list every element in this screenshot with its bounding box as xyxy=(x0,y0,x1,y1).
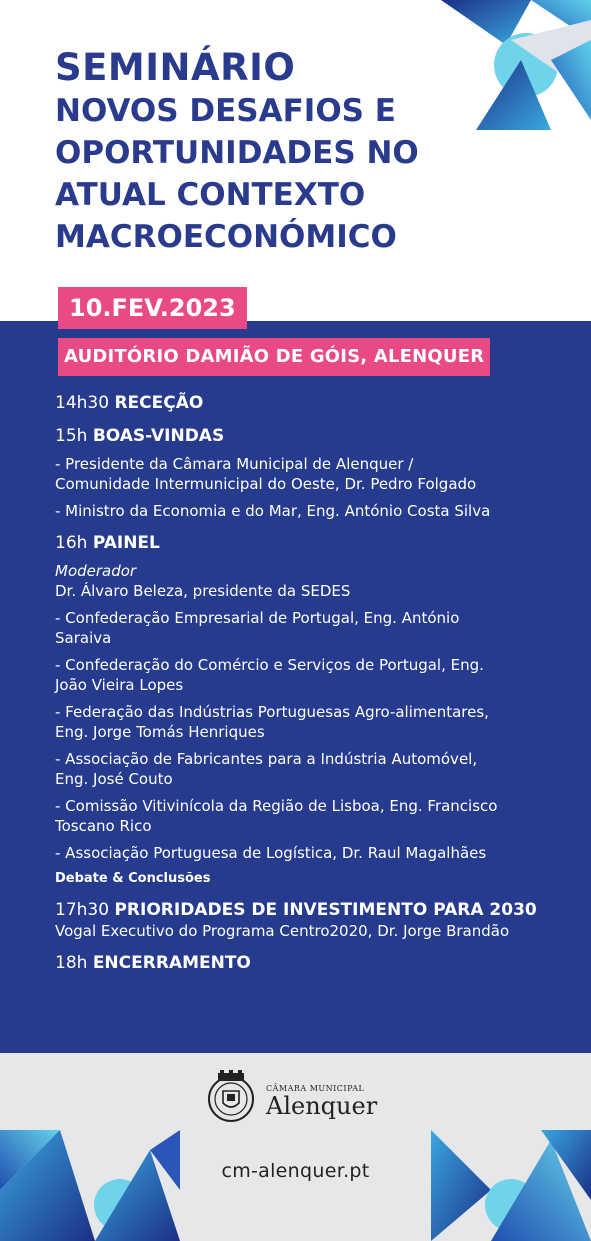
subtitle-line-4: MACROECONÓMICO xyxy=(55,219,397,255)
logo-caption: CÂMARA MUNICIPAL xyxy=(266,1084,365,1093)
slot-closing xyxy=(55,952,575,974)
list-item xyxy=(55,749,575,789)
list-item xyxy=(55,796,575,836)
list-item xyxy=(55,843,575,863)
list-item xyxy=(55,608,575,648)
logo-name: Alenquer xyxy=(266,1092,378,1120)
slot-reception xyxy=(55,392,575,414)
agenda-list xyxy=(55,392,575,974)
list-item xyxy=(55,702,575,742)
debate-label: Debate & Conclusões xyxy=(55,871,211,886)
list-item-line: - Federação das Indústrias Portuguesas Agro-alimentares, xyxy=(55,703,489,721)
slot-label: ENCERRAMENTO xyxy=(92,953,251,973)
subtitle-line-1: NOVOS DESAFIOS E xyxy=(55,93,396,129)
slot-label: RECEÇÃO xyxy=(114,393,204,413)
poster-header xyxy=(0,0,591,322)
decorative-geometric-graphic xyxy=(0,1130,180,1241)
venue-badge: AUDITÓRIO DAMIÃO DE GÓIS, ALENQUER xyxy=(58,338,490,376)
list-item-line: - Confederação Empresarial de Portugal, Eng. António xyxy=(55,609,460,627)
list-item xyxy=(55,655,575,695)
subtitle-line-3: ATUAL CONTEXTO xyxy=(55,177,366,213)
slot-time: 14h30 xyxy=(55,393,110,413)
list-item-line: João Vieira Lopes xyxy=(55,676,184,694)
municipality-logo xyxy=(204,1069,389,1129)
list-item-line: Eng. Jorge Tomás Henriques xyxy=(55,723,265,741)
list-item-line: - Associação Portuguesa de Logística, Dr. Raul Magalhães xyxy=(55,844,487,862)
list-item-line: - Confederação do Comércio e Serviços de Portugal, Eng. xyxy=(55,656,484,674)
list-item-line: Toscano Rico xyxy=(55,817,152,835)
moderator-name: Dr. Álvaro Beleza, presidente da SEDES xyxy=(55,582,351,600)
list-item-line: - Comissão Vitivinícola da Região de Lisboa, Eng. Francisco xyxy=(55,797,498,815)
list-item-line: Eng. José Couto xyxy=(55,770,173,788)
list-item xyxy=(55,501,575,521)
list-item-line: - Associação de Fabricantes para a Indústria Automóvel, xyxy=(55,750,478,768)
slot-label: BOAS-VINDAS xyxy=(92,426,225,446)
website-url: cm-alenquer.pt xyxy=(221,1160,370,1182)
list-item-line: Comunidade Intermunicipal do Oeste, Dr. Pedro Folgado xyxy=(55,475,477,493)
date-badge: 10.FEV.2023 xyxy=(58,287,247,329)
slot-time: 16h xyxy=(55,533,88,553)
slot-panel xyxy=(55,532,575,554)
slot-time: 18h xyxy=(55,953,88,973)
coat-of-arms-icon xyxy=(204,1069,258,1125)
slot-welcome xyxy=(55,425,575,447)
slot-label: PAINEL xyxy=(92,533,160,553)
slot-priorities xyxy=(55,899,575,921)
slot-time: 17h30 xyxy=(55,900,110,920)
list-item-line: - Presidente da Câmara Municipal de Alenquer / xyxy=(55,455,414,473)
slot-time: 15h xyxy=(55,426,88,446)
decorative-geometric-graphic xyxy=(431,1130,591,1241)
title-block xyxy=(55,46,485,258)
moderator-label: Moderador xyxy=(55,562,137,580)
priorities-speaker: Vogal Executivo do Programa Centro2020, Dr. Jorge Brandão xyxy=(55,922,510,940)
slot-label: PRIORIDADES DE INVESTIMENTO PARA 2030 xyxy=(114,900,537,920)
subtitle-line-2: OPORTUNIDADES NO xyxy=(55,135,419,171)
seminar-title: SEMINÁRIO xyxy=(55,46,296,89)
list-item-line: - Ministro da Economia e do Mar, Eng. António Costa Silva xyxy=(55,502,491,520)
list-item-line: Saraiva xyxy=(55,629,112,647)
list-item xyxy=(55,454,575,494)
